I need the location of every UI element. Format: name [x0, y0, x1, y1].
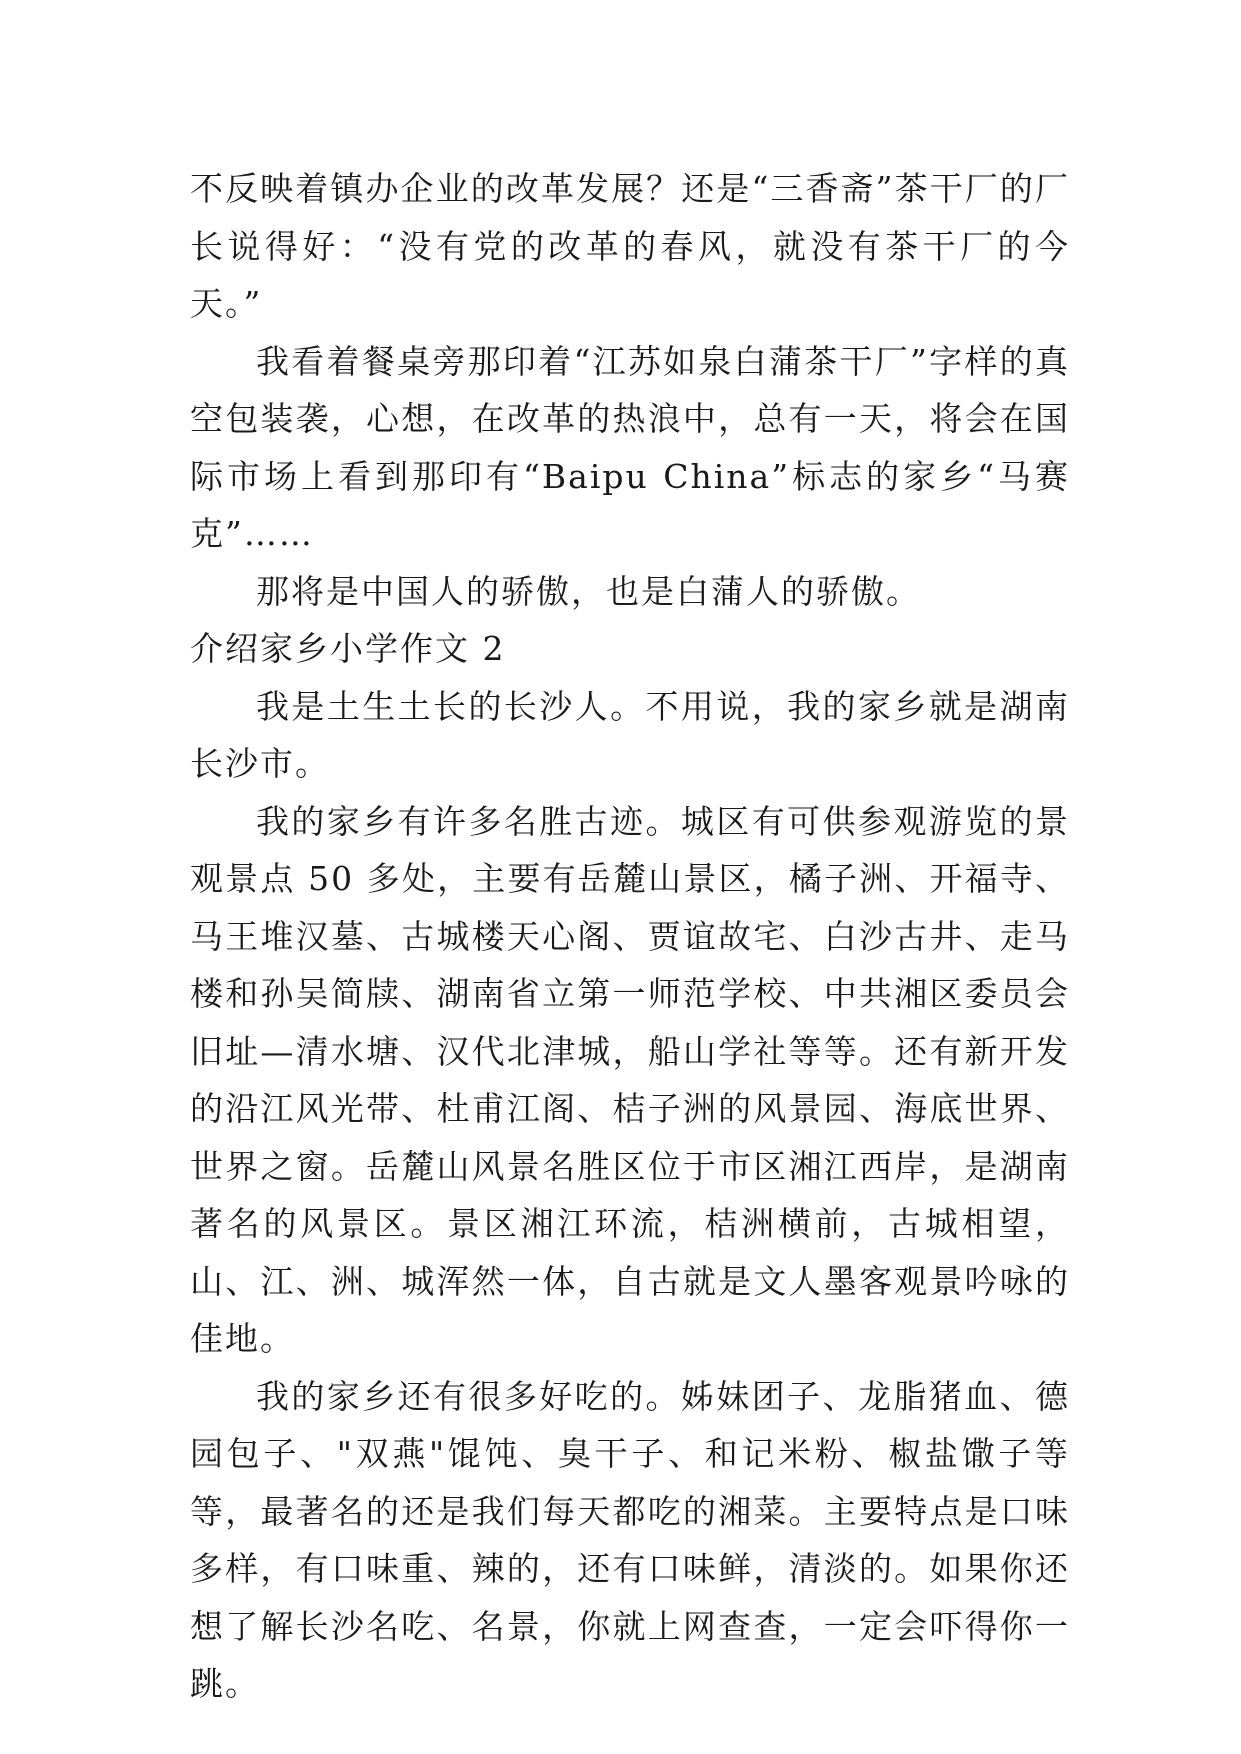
paragraph: 我是土生土长的长沙人。不用说，我的家乡就是湖南长沙市。 [190, 686, 1070, 783]
paragraph: 我看着餐桌旁那印着“江苏如泉白蒲茶干厂”字样的真空包装袭，心想，在改革的热浪中，总有一天，将会在国际市场上看到那印有“Baipu China”标志的家乡“马赛克”…… [190, 341, 1070, 553]
paragraph: 我的家乡有许多名胜古迹。城区有可供参观游览的景观景点 50 多处，主要有岳麓山景区，橘子洲、开福寺、马王堆汉墓、古城楼天心阁、贾谊故宅、白沙古井、走马楼和孙吴简牍、湖南省立第一师范学校、中共湘区委员会旧址—清水塘、汉代北津城，船山学社等等。还有新开发的沿江风光带、杜甫江阁、桔子洲的风景园、海底世界、世界之窗。岳麓山风景名胜区位于市区湘江西岸，是湖南著名的风景区。景区湘江环流，桔洲横前，古城相望，山、江、洲、城浑然一体，自古就是文人墨客观景吟咏的佳地。 [190, 801, 1070, 1358]
document-body [190, 160, 1070, 1713]
section-title: 介绍家乡小学作文 2 [190, 629, 506, 668]
paragraph: 那将是中国人的骄傲，也是白蒲人的骄傲。 [256, 571, 921, 611]
paragraph: 我的家乡还有很多好吃的。姊妹团子、龙脂猪血、德园包子、"双燕"馄饨、臭干子、和记米粉、椒盐馓子等等，最著名的还是我们每天都吃的湘菜。主要特点是口味多样，有口味重、辣的，还有口味鲜，清淡的。如果你还想了解长沙名吃、名景，你就上网查查，一定会吓得你一跳。 [190, 1376, 1070, 1703]
paragraph: 不反映着镇办企业的改革发展？还是“三香斋”茶干厂的厂长说得好：“没有党的改革的春风，就没有茶干厂的今天。” [190, 169, 1070, 323]
